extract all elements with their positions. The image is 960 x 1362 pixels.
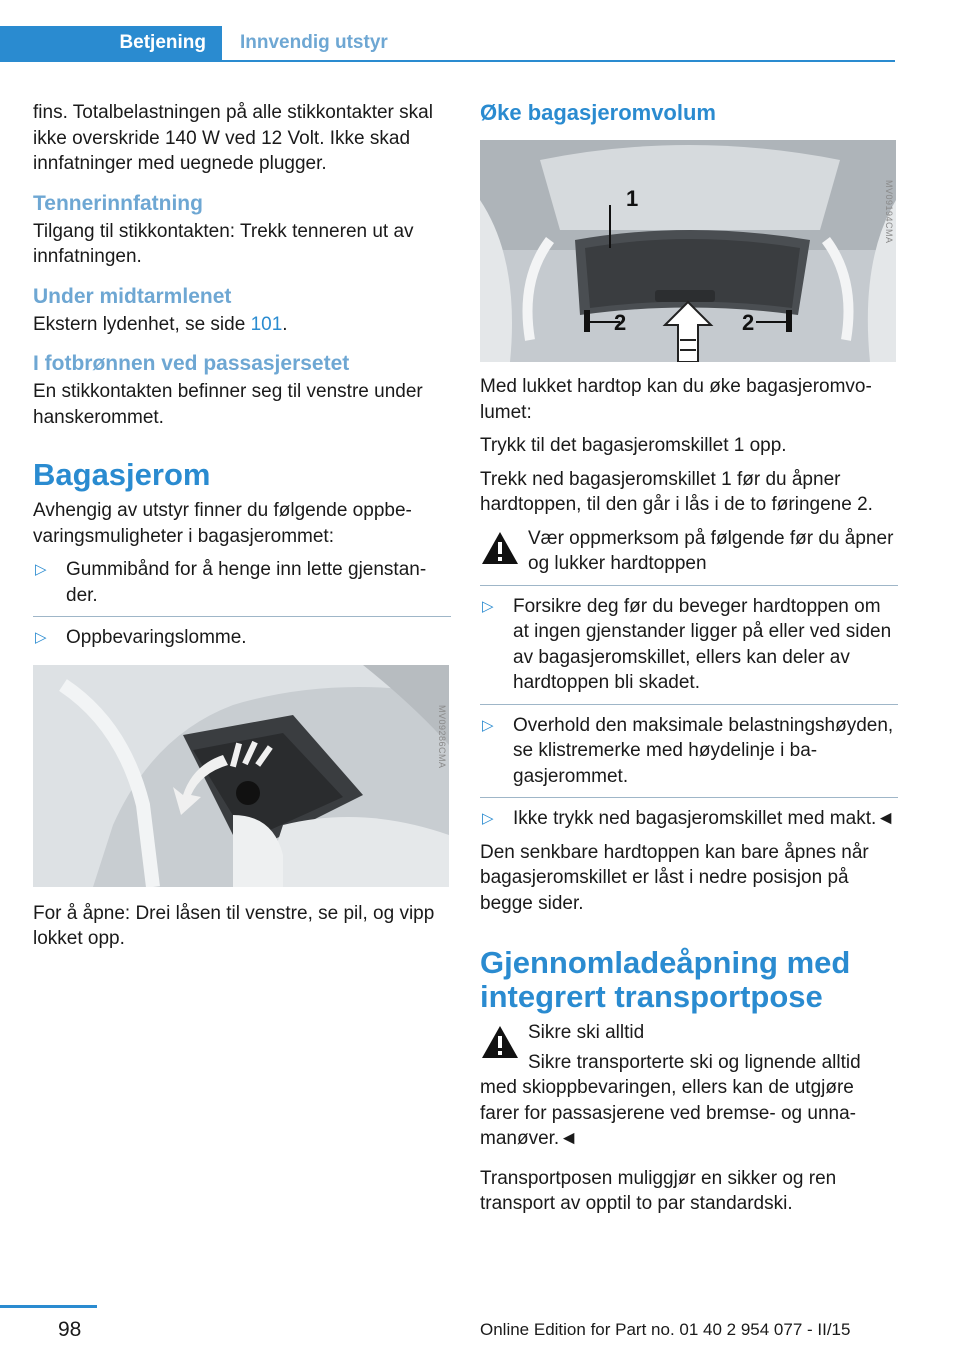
warning-title: Sikre ski alltid: [528, 1022, 645, 1043]
list-item: [480, 713, 898, 790]
bullet-text: Ikke trykk ned bagasjeromskillet med makt.◄: [513, 808, 896, 829]
midt-text: Ekstern lydenhet, se side: [33, 313, 251, 335]
triangle-bullet-icon: ▷: [482, 716, 494, 734]
warning-body: [480, 1050, 898, 1152]
bullet-divider: [480, 797, 898, 798]
open-instruction: For å åpne: Drei låsen til venstre, se pil, og vipp lokket opp.: [33, 902, 435, 949]
transport-paragraph: Transportposen muliggjør en sikker og ren transport av opptil to par standardski.: [480, 1167, 837, 1214]
footer-edition-text: Online Edition for Part no. 01 40 2 954 077 - II/15: [480, 1320, 851, 1339]
bag-paragraph: Avhengig av utstyr finner du følgende oppbevaringsmuligheter i bagasjerommet:: [33, 500, 412, 547]
bullet-text: Oppbevaringslomme.: [66, 627, 247, 648]
triangle-bullet-icon: ▷: [35, 561, 47, 578]
bullet-divider: [480, 585, 898, 586]
tenner-paragraph: Tilgang til stikkontakten: Trekk tenneren ut av innfatningen.: [33, 220, 414, 267]
fot-paragraph: En stikkontakten befinner seg til venstre under hanskerommet.: [33, 381, 423, 428]
warning-triangle-icon: [480, 530, 520, 566]
heading-oke-bagasjeromvolum: Øke bagasjeromvolum: [480, 100, 716, 125]
warning-text: Vær oppmerksom på følgende før du åpner og lukker hardtoppen: [528, 527, 894, 574]
list-item: [480, 806, 898, 832]
bullet-divider: [33, 616, 451, 617]
bullet-text: Forsikre deg før du beveger hardtoppen om at ingen gjenstander ligger på eller ved siden av bagasjeromskillet, ellers kan deler av hardtoppen bli skadet.: [513, 595, 892, 693]
warning-ski: [480, 1020, 898, 1152]
header-bar: [0, 26, 895, 62]
label-2-right: 2: [742, 310, 755, 335]
left-column: [33, 100, 451, 960]
storage-pocket-drawing: [33, 665, 449, 887]
intro-paragraph: fins. Totalbelastningen på alle stikkontakter skal ikke overskride 140 W ved 12 Volt. Ikke skad innfatninger med uegnede plugger.: [33, 102, 433, 174]
tab-betjening[interactable]: Betjening: [0, 26, 222, 60]
midt-period: .: [282, 313, 288, 335]
footer-divider: [0, 1305, 97, 1308]
tab-innvendig-utstyr[interactable]: Innvendig utstyr: [240, 32, 388, 53]
triangle-bullet-icon: ▷: [35, 629, 47, 646]
heading-tennerinnfatning: Tennerinnfatning: [33, 191, 203, 215]
figure-code: MV09286CMA: [437, 704, 447, 769]
label-2-left: 2: [614, 310, 627, 335]
bullet-text: Gummibånd for å henge inn lette gjenstander.: [66, 559, 427, 606]
heading-bagasjerom: Bagasjerom: [33, 457, 211, 492]
midt-paragraph: [33, 312, 451, 338]
hardtop-paragraph: Den senkbare hardtoppen kan bare åpnes når bagasjeromskillet er låst i nedre posisjon på begge sider.: [480, 841, 869, 914]
list-item: [33, 557, 451, 608]
hardtop-bullet-list: [480, 594, 898, 832]
list-item: [33, 625, 451, 651]
warning-body-text: Sikre transporterte ski og lignende alltid med skioppbevaringen, ellers kan de utgjøre farer for passasjerene ved bremse- og unnamanøver.◄: [480, 1051, 861, 1149]
warning-hardtop: [480, 526, 898, 577]
heading-midtarmlenet: Under midtarmlenet: [33, 284, 232, 308]
label-1: 1: [626, 186, 639, 211]
page-number: 98: [58, 1318, 82, 1341]
triangle-bullet-icon: ▷: [482, 810, 494, 827]
oke-paragraph-1: Med lukket hardtop kan du øke bagasjeromvolumet:: [480, 376, 872, 423]
heading-gjennomladeapning: Gjennomladeåpning med integrert transportpose: [480, 945, 851, 1014]
heading-fotbronnen: I fotbrønnen ved passasjersetet: [33, 352, 350, 375]
oke-paragraph-3: Trekk ned bagasjeromskillet 1 før du åpner hardtoppen, til den går i lås i de to føringene 2.: [480, 468, 873, 515]
trunk-divider-drawing: [480, 140, 896, 362]
trunk-divider-illustration: [480, 140, 896, 362]
bag-bullet-list: [33, 557, 451, 651]
header-divider: [0, 60, 895, 62]
storage-pocket-illustration: [33, 665, 449, 887]
bullet-divider: [480, 704, 898, 705]
list-item: [480, 594, 898, 696]
warning-triangle-icon: [480, 1024, 520, 1060]
triangle-bullet-icon: ▷: [482, 597, 494, 615]
oke-paragraph-2: Trykk til det bagasjeromskillet 1 opp.: [480, 435, 787, 456]
right-column: [480, 100, 898, 1225]
page-link-101[interactable]: 101: [250, 313, 283, 335]
figure-code: MV09194CMA: [884, 180, 894, 244]
bullet-text: Overhold den maksimale belastningshøyden, se klistremerke med høydelinje i bagasjerommet.: [513, 714, 894, 787]
